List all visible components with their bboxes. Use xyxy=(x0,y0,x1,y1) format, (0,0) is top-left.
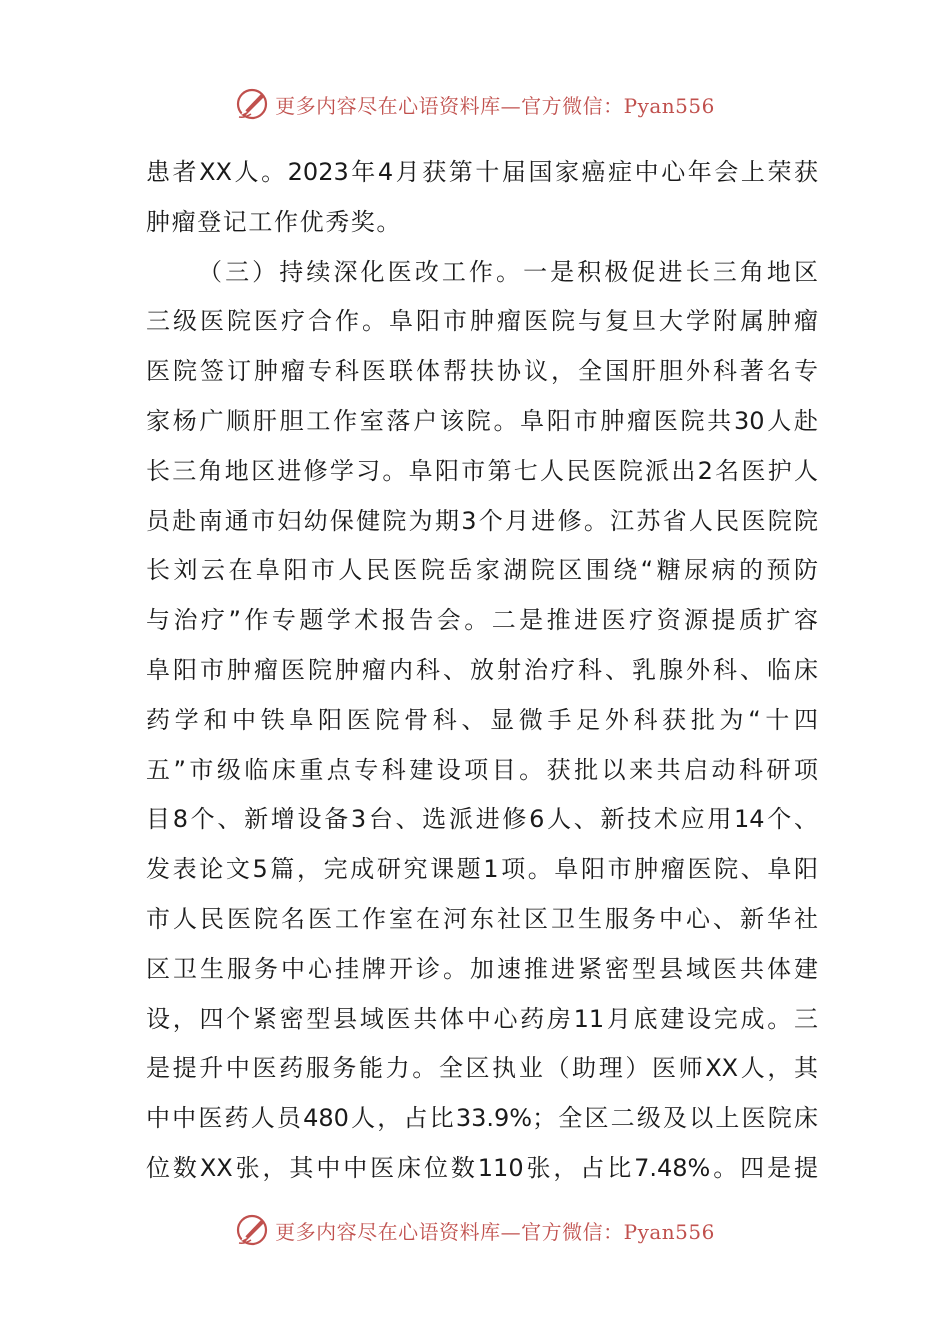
text-line: 与治疗”作专题学术报告会。二是推进医疗资源提质扩容 xyxy=(146,606,818,635)
text-line: 长三角地区进修学习。阜阳市第七人民医院派出2名医护人 xyxy=(146,456,818,485)
footer-watermark xyxy=(0,1210,950,1250)
text-line: 区卫生服务中心挂牌开诊。加速推进紧密型县域医共体建 xyxy=(146,954,818,983)
text-line: 家杨广顺肝胆工作室落户该院。阜阳市肿瘤医院共30人赴 xyxy=(146,406,818,435)
text-line: （三）持续深化医改工作。一是积极促进长三角地区 xyxy=(198,257,818,286)
text-line: 三级医院医疗合作。阜阳市肿瘤医院与复旦大学附属肿瘤 xyxy=(146,307,818,336)
text-line: 医院签订肿瘤专科医联体帮扶协议，全国肝胆外科著名专 xyxy=(146,357,818,386)
text-line: 患者XX人。2023年4月获第十届国家癌症中心年会上荣获 xyxy=(146,158,818,186)
text-line: 药学和中铁阜阳医院骨科、显微手足外科获批为“十四 xyxy=(146,705,818,734)
quill-pen-circle-icon xyxy=(235,87,269,121)
watermark-text: 更多内容尽在心语资料库—官方微信：Pyan556 xyxy=(275,93,715,118)
quill-pen-circle-icon xyxy=(235,1213,269,1247)
text-line: 长刘云在阜阳市人民医院岳家湖院区围绕“糖尿病的预防 xyxy=(146,556,818,585)
text-line: 发表论文5篇，完成研究课题1项。阜阳市肿瘤医院、阜阳 xyxy=(146,855,818,884)
text-line: 是提升中医药服务能力。全区执业（助理）医师XX人，其 xyxy=(146,1054,818,1083)
text-line: 肿瘤登记工作优秀奖。 xyxy=(146,207,402,236)
text-line: 阜阳市肿瘤医院肿瘤内科、放射治疗科、乳腺外科、临床 xyxy=(146,655,818,684)
text-line: 目8个、新增设备3台、选派进修6人、新技术应用14个、 xyxy=(146,805,818,834)
text-line: 设，四个紧密型县域医共体中心药房11月底建设完成。三 xyxy=(146,1004,818,1033)
text-line: 五”市级临床重点专科建设项目。获批以来共启动科研项 xyxy=(146,755,818,784)
header-watermark xyxy=(0,84,950,124)
watermark-text: 更多内容尽在心语资料库—官方微信：Pyan556 xyxy=(275,1219,715,1244)
text-line: 市人民医院名医工作室在河东社区卫生服务中心、新华社 xyxy=(146,904,818,933)
document-body xyxy=(146,148,818,1194)
text-line: 位数XX张，其中中医床位数110张，占比7.48%。四是提 xyxy=(146,1153,818,1182)
text-line: 中中医药人员480人，占比33.9%；全区二级及以上医院床 xyxy=(146,1104,818,1133)
text-line: 员赴南通市妇幼保健院为期3个月进修。江苏省人民医院院 xyxy=(146,506,818,535)
